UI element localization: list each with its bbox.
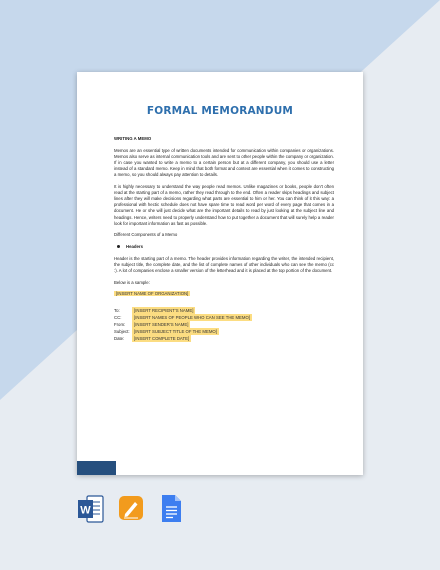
field-value: [INSERT RECIPIENT'S NAME] bbox=[134, 308, 194, 314]
section-title: WRITING A MEMO bbox=[114, 136, 152, 141]
word-icon-letter: W bbox=[80, 504, 91, 517]
field-label: From: bbox=[114, 322, 126, 328]
memo-document-page bbox=[77, 72, 363, 475]
components-label: Different Components of a Memo bbox=[114, 232, 178, 238]
footer-band bbox=[77, 461, 116, 475]
document-body bbox=[114, 136, 334, 342]
word-icon[interactable] bbox=[78, 494, 104, 524]
field-date bbox=[114, 335, 334, 342]
field-to bbox=[114, 307, 334, 314]
field-value: [INSERT COMPLETE DATE] bbox=[134, 336, 190, 342]
field-value: [INSERT SENDER'S NAME] bbox=[134, 322, 189, 328]
paragraph-intro: Memos are an essential type of written documents intended for communication within companies or organizations. Memos also serve as internal communication tools and are sent to other people within the company or organization. If in case you wanted to write a memo to a certain person but at a different company, you should use a letter instead of a standard memo. Keep in mind that both format and context are essential when it comes to constructing a memo, so you should always pay attention to details. bbox=[114, 148, 334, 178]
sample-label: Below is a sample: bbox=[114, 279, 150, 285]
bullet-dot bbox=[117, 245, 120, 248]
bullet-headers bbox=[114, 244, 334, 250]
paragraph-reading: It is highly necessary to understand the way people read memos. Unlike magazines or books, people don't often read at the starting part of a memo, rather they read through to the end. Often a reader skips headings and subject lines after they will make decisions regarding what parts are essential to him or her. You can think of it this way: a professional with hectic schedule does not have spare time to read word per word of every page that comes in a document. He or she will just decide what are the important details to read by just looking at the subject line and headings. Hence, writers need to properly understand how to put together a document that will surely help a reader look for important information as fast as possible. bbox=[114, 184, 334, 226]
field-value: [INSERT SUBJECT TITLE OF THE MEMO] bbox=[134, 329, 217, 335]
field-value: [INSERT NAMES OF PEOPLE WHO CAN SEE THE MEMO] bbox=[134, 315, 251, 321]
google-docs-icon[interactable] bbox=[158, 494, 184, 524]
organization-placeholder: [INSERT NAME OF ORGANIZATION] bbox=[116, 291, 189, 297]
bullet-label: Headers bbox=[126, 243, 143, 249]
document-title: FORMAL MEMORANDUM bbox=[146, 105, 294, 117]
pages-icon[interactable] bbox=[118, 494, 144, 524]
field-label: Subject: bbox=[114, 329, 130, 335]
field-cc bbox=[114, 314, 334, 321]
memo-header-fields bbox=[114, 307, 334, 342]
field-label: To: bbox=[114, 308, 120, 314]
paragraph-header: Header is the starting part of a memo. The header provides information regarding the writer, the intended recipient, the subject title, the complete date, and the list of complete names of other individuals who can see the memo (cc :). A lot of companies enclose a smaller version of the letterhead and it is placed at the top portion of the document. bbox=[114, 255, 334, 274]
field-from bbox=[114, 321, 334, 328]
field-label: CC: bbox=[114, 315, 122, 321]
field-label: Date: bbox=[114, 336, 125, 342]
field-subject bbox=[114, 328, 334, 335]
